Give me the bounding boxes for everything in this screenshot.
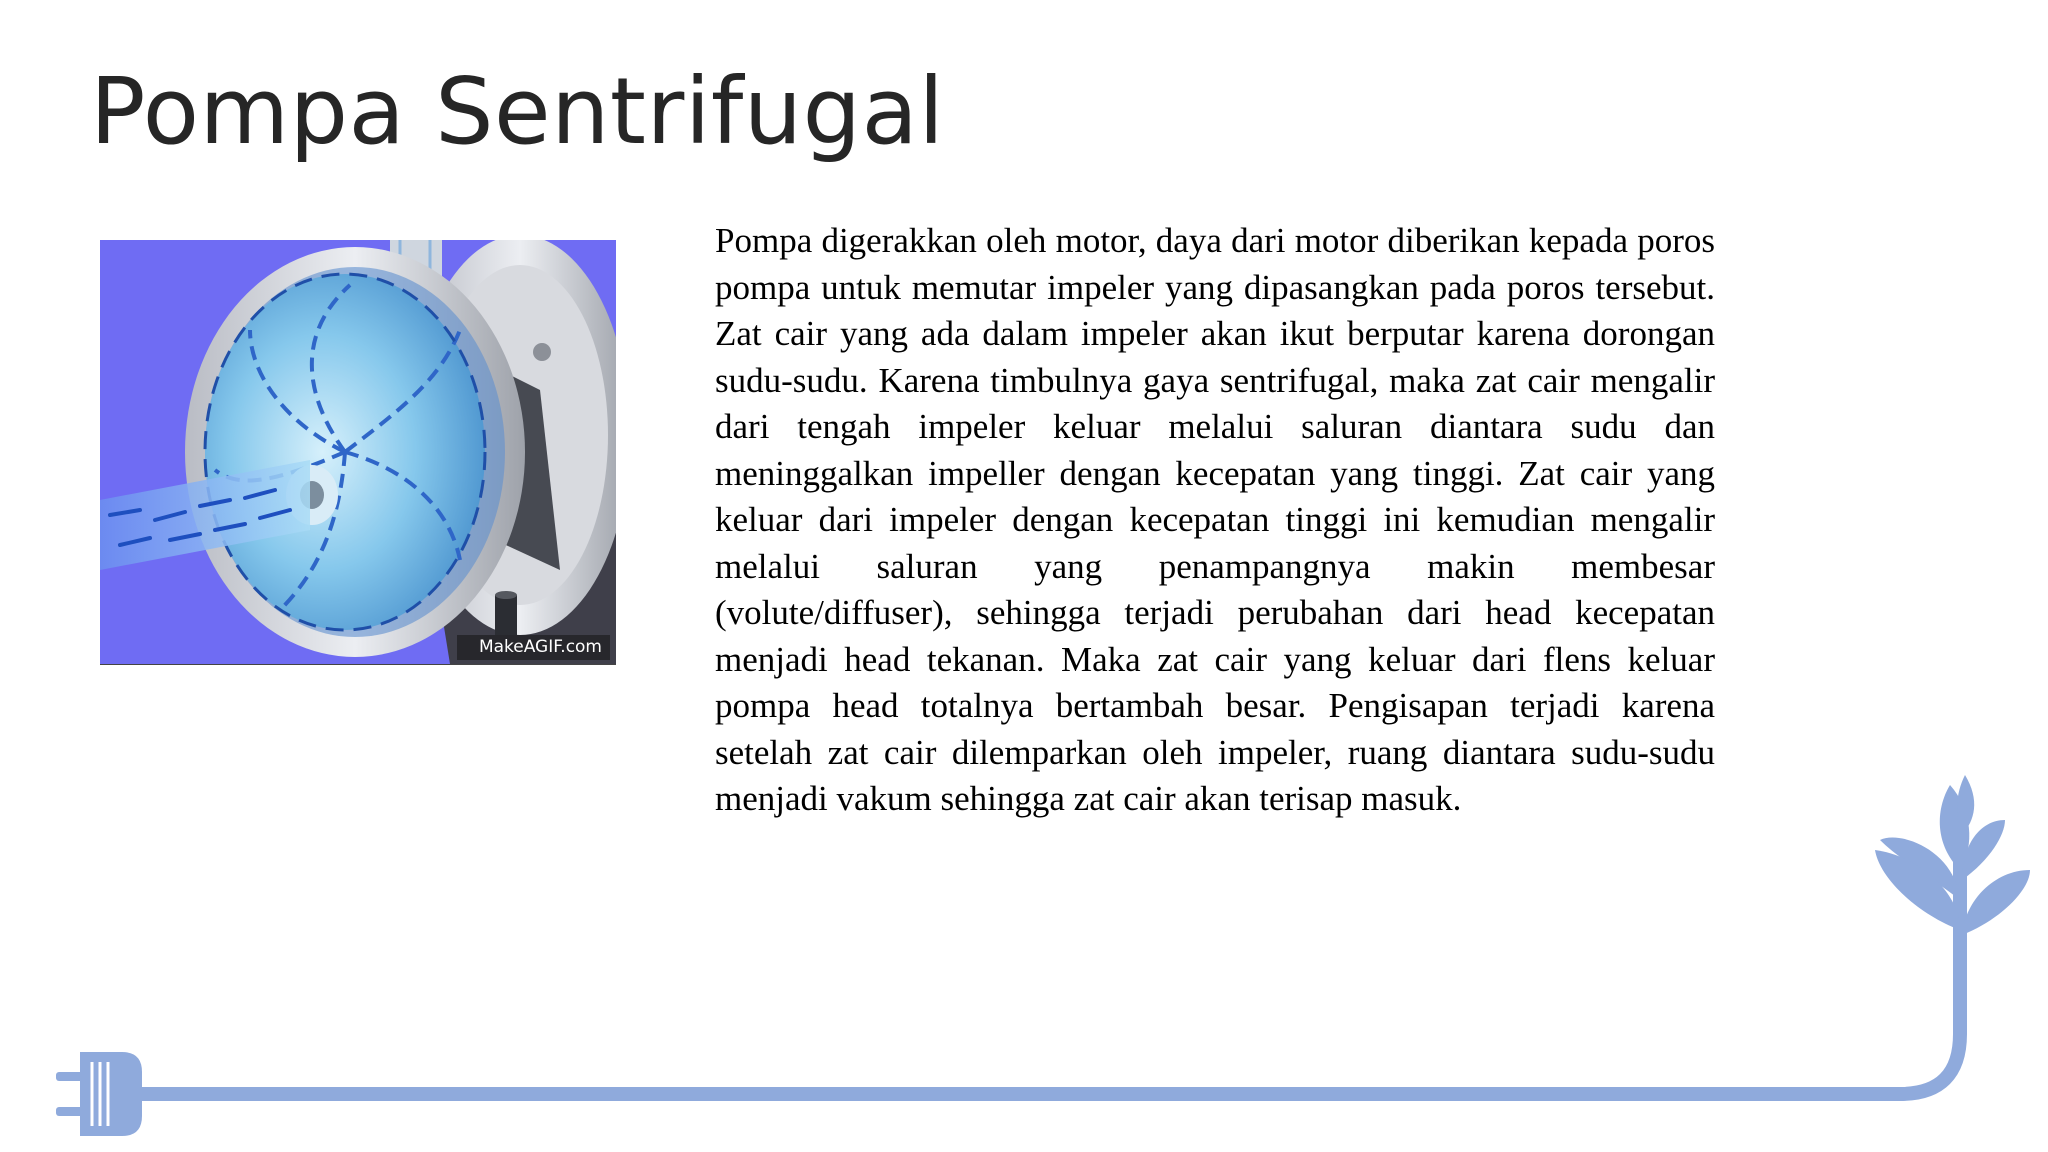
body-paragraph: Pompa digerakkan oleh motor, daya dari motor diberikan kepada poros pompa untuk memutar impeler yang dipasangkan pada poros tersebut. Zat cair yang ada dalam impeler akan ikut berputar karena dorongan sudu-sudu. Karena timbulnya gaya sentrifugal, maka zat cair mengalir dari tengah impeler keluar melalui saluran diantara sudu dan meninggalkan impeller dengan kecepatan yang tinggi. Zat cair yang keluar dari impeler dengan kecepatan tinggi ini kemudian mengalir melalui saluran yang penampangnya makin membesar (volute/diffuser), sehingga terjadi perubahan dari head kecepatan menjadi head tekanan. Maka zat cair yang keluar dari flens keluar pompa head totalnya bertambah besar. Pengisapan terjadi karena setelah zat cair dilemparkan oleh impeler, ruang diantara sudu-sudu menjadi vakum sehingga zat cair akan terisap masuk. (715, 221, 1715, 818)
plant-icon (1875, 775, 2030, 935)
slide-title: Pompa Sentrifugal (90, 58, 945, 165)
watermark-label: MakeAGIF.com (457, 635, 610, 660)
plug-icon (56, 1052, 142, 1136)
